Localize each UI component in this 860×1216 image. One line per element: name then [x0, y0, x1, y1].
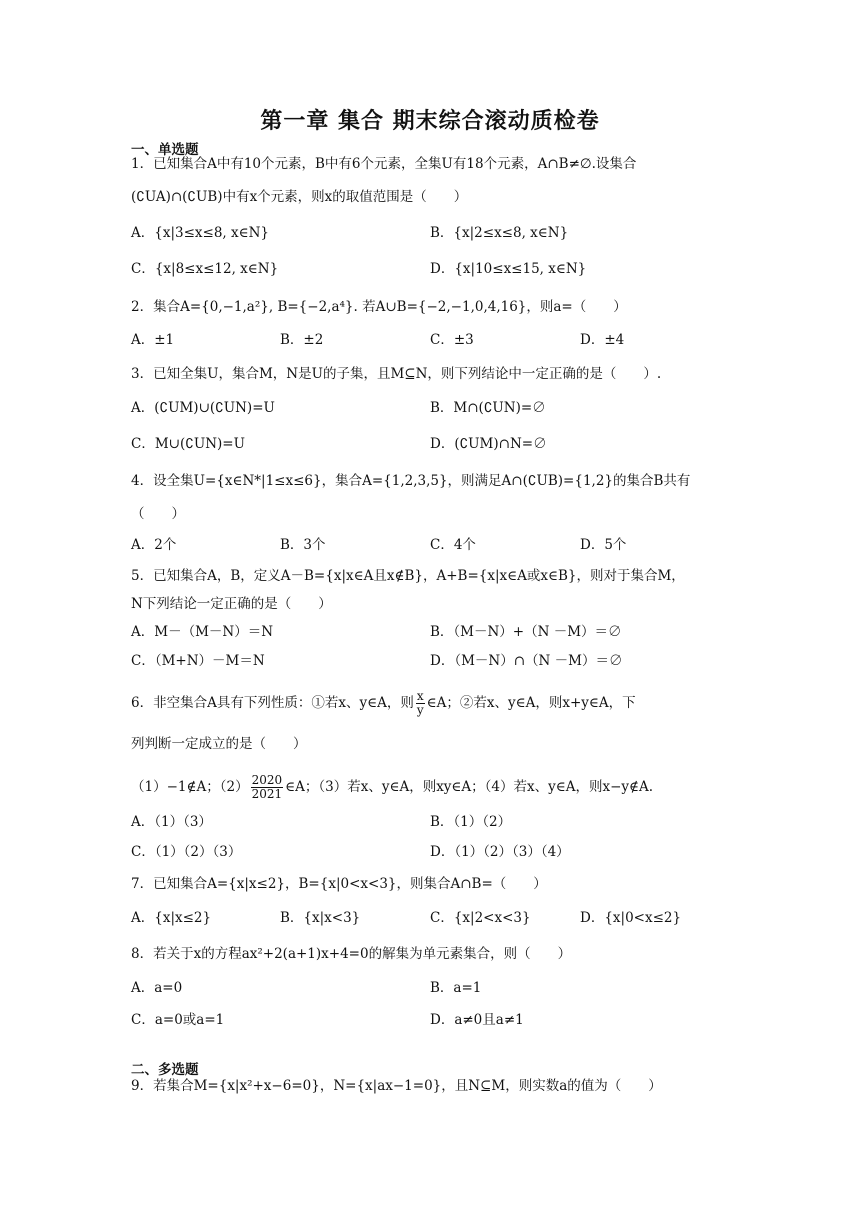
q5-stem-line2: N下列结论一定正确的是（ ）: [131, 596, 332, 612]
q4-option-c: C．4个: [430, 537, 476, 553]
q8-option-c: C．a=0或a=1: [131, 1012, 225, 1028]
q1-option-b: B．{x|2≤x≤8, x∈N}: [430, 225, 569, 241]
q3-option-b: B．M∩(∁UN)=∅: [430, 400, 546, 416]
q2-option-a: A．±1: [131, 332, 175, 348]
q6-option-d: D．（1）（2）（3）（4）: [430, 844, 570, 860]
q6-conditions: [131, 774, 653, 801]
q4-stem-line1: 4．设全集U={x∈N*|1≤x≤6}，集合A={1,2,3,5}，则满足A∩(∁UB)={1,2}的集合B共有: [131, 473, 691, 489]
q1-option-d: D．{x|10≤x≤15, x∈N}: [430, 261, 587, 277]
q7-option-c: C．{x|2<x<3}: [430, 910, 531, 926]
q7-option-a: A．{x|x≤2}: [131, 910, 212, 926]
q8-option-d: D．a≠0且a≠1: [430, 1012, 524, 1028]
q6-stem-line1: [131, 690, 636, 717]
q1-stem-line1: 1．已知集合A中有10个元素，B中有6个元素，全集U有18个元素，A∩B≠∅.设集合: [131, 156, 637, 172]
q6-option-a: A．（1）（3）: [131, 814, 212, 830]
q6-option-c: C．（1）（2）（3）: [131, 844, 242, 860]
q2-option-b: B．±2: [280, 332, 324, 348]
q5-stem-line1: 5．已知集合A，B，定义A－B={x|x∈A且x∉B}，A+B={x|x∈A或x∈B}，则对于集合M，: [131, 568, 685, 584]
section-single-choice: 一、单选题: [131, 142, 199, 158]
q2-stem: 2．集合A={0,−1,a²}, B={−2,a⁴}. 若A∪B={−2,−1,0,4,16}，则a=（ ）: [131, 299, 627, 315]
q3-stem: 3．已知全集U，集合M，N是U的子集，且M⊆N，则下列结论中一定正确的是（ ）.: [131, 366, 662, 382]
q7-option-b: B．{x|x<3}: [280, 910, 361, 926]
q2-option-c: C．±3: [430, 332, 474, 348]
q2-option-d: D．±4: [580, 332, 625, 348]
q6-cond-numerator: 2020: [251, 773, 283, 787]
q6-cond-denominator: 2021: [251, 787, 283, 801]
section-multiple-choice: 二、多选题: [131, 1062, 199, 1078]
page-title: 第一章 集合 期末综合滚动质检卷: [260, 109, 600, 134]
q1-option-a: A．{x|3≤x≤8, x∈N}: [131, 225, 270, 241]
q6-fraction-numerator: x: [416, 689, 424, 703]
q3-option-c: C．M∪(∁UN)=U: [131, 436, 245, 452]
q5-option-d: D．（M－N）∩（N －M）＝∅: [430, 653, 623, 669]
q4-option-b: B．3个: [280, 537, 326, 553]
q6-fraction-x-over-y: [416, 690, 425, 717]
q3-option-d: D．(∁UM)∩N=∅: [430, 436, 547, 452]
q5-option-c: C．（M+N）－M＝N: [131, 653, 265, 669]
q6-stem-part1: 6．非空集合A具有下列性质：①若x、y∈A，则: [131, 695, 414, 711]
q6-option-b: B．（1）（2）: [430, 814, 512, 830]
q6-fraction-2020-2021: [251, 774, 284, 801]
q8-stem: 8．若关于x的方程ax²+2(a+1)x+4=0的解集为单元素集合，则（ ）: [131, 946, 572, 962]
q8-option-a: A．a=0: [131, 980, 183, 996]
q1-option-c: C．{x|8≤x≤12, x∈N}: [131, 261, 279, 277]
q4-option-d: D．5个: [580, 537, 627, 553]
q5-option-b: B．（M－N）+（N －M）＝∅: [430, 624, 622, 640]
q9-stem: 9．若集合M={x|x²+x−6=0}，N={x|ax−1=0}，且N⊆M，则实数a的值为（ ）: [131, 1078, 662, 1094]
q4-option-a: A．2个: [131, 537, 177, 553]
q6-stem-line2: 列判断一定成立的是（ ）: [131, 736, 307, 752]
q6-cond-part2: ∈A；（3）若x、y∈A，则xy∈A；（4）若x、y∈A，则x−y∉A.: [285, 779, 654, 795]
q3-option-a: A．(∁UM)∪(∁UN)=U: [131, 400, 275, 416]
q6-stem-part2: ∈A；②若x、y∈A，则x+y∈A，下: [426, 695, 636, 711]
q8-option-b: B．a=1: [430, 980, 482, 996]
q7-option-d: D．{x|0<x≤2}: [580, 910, 682, 926]
q6-fraction-denominator: y: [416, 703, 424, 717]
q1-stem-line2: (∁UA)∩(∁UB)中有x个元素，则x的取值范围是（ ）: [131, 189, 468, 205]
q7-stem: 7．已知集合A={x|x≤2}，B={x|0<x<3}，则集合A∩B=（ ）: [131, 876, 547, 892]
q5-option-a: A．M－（M－N）＝N: [131, 624, 274, 640]
q6-cond-part1: （1）−1∉A；（2）: [131, 779, 249, 795]
q4-stem-line2: （ ）: [131, 506, 185, 522]
